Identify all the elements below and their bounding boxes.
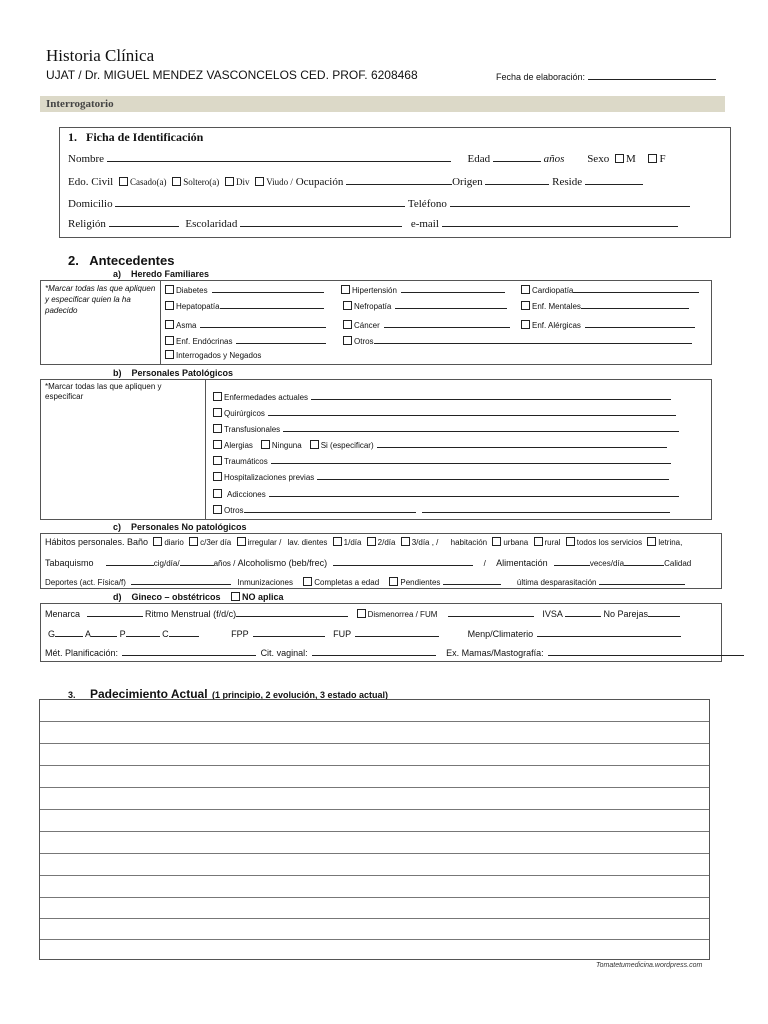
heredo-title: a) Heredo Familiares xyxy=(113,269,210,279)
email-field[interactable] xyxy=(442,217,678,227)
row-edo-civil: Edo. Civil Casado(a) Soltero(a) Div Viudo / Ocupación Origen Reside xyxy=(68,175,643,188)
heredo-item-otros: Otros xyxy=(340,334,692,346)
lav-2-checkbox[interactable] xyxy=(367,537,376,546)
row-religion: Religión Escolaridad e-mail xyxy=(68,217,678,230)
hepatopatia-field[interactable] xyxy=(220,299,324,309)
heredo-item-asma: Asma xyxy=(162,318,326,330)
heredo-item-cancer: Cáncer xyxy=(340,318,510,330)
pat-adicciones: Adicciones xyxy=(210,487,679,499)
padecimiento-line xyxy=(40,853,709,854)
pat-otros-field-b[interactable] xyxy=(422,503,670,513)
heredo-item-nefropatia: Nefropatía xyxy=(340,299,507,311)
origen-field[interactable] xyxy=(485,175,549,185)
interrogatorio-bar: Interrogatorio xyxy=(40,96,725,112)
fum-field[interactable] xyxy=(448,607,534,617)
ninguna-checkbox[interactable] xyxy=(261,440,270,449)
alergias-checkbox[interactable] xyxy=(213,440,222,449)
quirurgicos-field[interactable] xyxy=(268,406,676,416)
traumaticos-checkbox[interactable] xyxy=(213,456,222,465)
heredo-otros-checkbox[interactable] xyxy=(343,336,352,345)
edad-field[interactable] xyxy=(493,152,541,162)
fpp-field[interactable] xyxy=(253,627,325,637)
alimentacion-veces-field[interactable] xyxy=(554,556,590,566)
padecimiento-line xyxy=(40,875,709,876)
pat-alergias: Alergias Ninguna Si (especificar) xyxy=(210,438,667,450)
deportes-field[interactable] xyxy=(131,575,231,585)
heredo-item-enf-alergicas: Enf. Alérgicas xyxy=(518,318,695,330)
diabetes-field[interactable] xyxy=(212,283,324,293)
padecimiento-line xyxy=(40,918,709,919)
enf-alergicas-checkbox[interactable] xyxy=(521,320,530,329)
pat-hospitalizaciones: Hospitalizaciones previas xyxy=(210,470,669,482)
completas-checkbox[interactable] xyxy=(303,577,312,586)
alergias-field[interactable] xyxy=(377,438,667,448)
lav-1-checkbox[interactable] xyxy=(333,537,342,546)
heredo-divider xyxy=(160,280,161,365)
hipertension-field[interactable] xyxy=(401,283,505,293)
pendientes-field[interactable] xyxy=(443,575,501,585)
rural-checkbox[interactable] xyxy=(534,537,543,546)
tabaquismo-cig-field[interactable] xyxy=(106,556,154,566)
hospitalizaciones-checkbox[interactable] xyxy=(213,472,222,481)
gineco-title: d) Gineco – obstétricos xyxy=(113,592,221,602)
nefropatia-checkbox[interactable] xyxy=(343,301,352,310)
padecimiento-line xyxy=(40,743,709,744)
padecimiento-box[interactable] xyxy=(39,699,710,960)
cardiopatia-checkbox[interactable] xyxy=(521,285,530,294)
padecimiento-line xyxy=(40,831,709,832)
antecedentes-heading: 2. Antecedentes xyxy=(68,253,175,268)
urbana-checkbox[interactable] xyxy=(492,537,501,546)
met-field[interactable] xyxy=(122,646,256,656)
domicilio-field[interactable] xyxy=(115,197,405,207)
gineco-row-1: Menarca Ritmo Menstrual (f/d/c) Dismenorrea / FUM IVSA No Parejas xyxy=(45,607,680,619)
heredo-note: *Marcar todas las que apliquen y especificar quien la ha padecido xyxy=(45,284,156,315)
padecimiento-line xyxy=(40,721,709,722)
lav-3-checkbox[interactable] xyxy=(401,537,410,546)
adicciones-checkbox[interactable] xyxy=(213,489,222,498)
doctor-subtitle: UJAT / Dr. MIGUEL MENDEZ VASCONCELOS CED. PROF. 6208468 xyxy=(46,68,418,82)
cancer-checkbox[interactable] xyxy=(343,320,352,329)
telefono-field[interactable] xyxy=(450,197,690,207)
transfusionales-checkbox[interactable] xyxy=(213,424,222,433)
dismenorrea-checkbox[interactable] xyxy=(357,609,366,618)
tabaquismo-anos-field[interactable] xyxy=(180,556,214,566)
padecimiento-line xyxy=(40,765,709,766)
mamas-field[interactable] xyxy=(548,646,744,656)
heredo-item-hepatopatia: Hepatopatía xyxy=(162,299,324,311)
fup-field[interactable] xyxy=(355,627,439,637)
desparasitacion-field[interactable] xyxy=(599,575,685,585)
menarca-field[interactable] xyxy=(87,607,143,617)
a-field[interactable] xyxy=(91,627,117,637)
np-row-deportes: Deportes (act. Física/f) Inmunizaciones Completas a edad Pendientes última desparasitación xyxy=(45,575,685,587)
fecha-elaboracion: Fecha de elaboración: xyxy=(496,70,716,82)
div-checkbox[interactable] xyxy=(225,177,234,186)
bano-irregular-checkbox[interactable] xyxy=(237,537,246,546)
pat-otros-checkbox[interactable] xyxy=(213,505,222,514)
padecimiento-line xyxy=(40,809,709,810)
pat-enfermedades: Enfermedades actuales xyxy=(210,390,671,402)
adicciones-field[interactable] xyxy=(269,487,679,497)
pat-quirurgicos: Quirúrgicos xyxy=(210,406,676,418)
enf-alergicas-field[interactable] xyxy=(585,318,695,328)
ocupacion-field[interactable] xyxy=(346,175,452,185)
menp-field[interactable] xyxy=(537,627,681,637)
patologicos-title: b) Personales Patológicos xyxy=(113,368,234,378)
traumaticos-field[interactable] xyxy=(271,454,671,464)
form-title: Historia Clínica xyxy=(46,46,155,65)
viudo-checkbox[interactable] xyxy=(255,177,264,186)
np-row-tabaquismo: Tabaquismo cig/día/ años / Alcoholismo (beb/frec) / Alimentación veces/día Calidad xyxy=(45,558,692,568)
negados-checkbox[interactable] xyxy=(165,350,174,359)
no-aplica-label: NO aplica xyxy=(242,592,284,602)
enf-mentales-checkbox[interactable] xyxy=(521,301,530,310)
escolaridad-field[interactable] xyxy=(240,217,402,227)
no-aplica-checkbox[interactable] xyxy=(231,592,240,601)
enf-endocrinas-field[interactable] xyxy=(236,334,326,344)
hipertension-checkbox[interactable] xyxy=(341,285,350,294)
nefropatia-field[interactable] xyxy=(395,299,507,309)
religion-field[interactable] xyxy=(109,217,179,227)
enfermedades-checkbox[interactable] xyxy=(213,392,222,401)
ritmo-field[interactable] xyxy=(236,607,348,617)
sexo-f-checkbox[interactable] xyxy=(648,154,657,163)
enf-endocrinas-checkbox[interactable] xyxy=(165,336,174,345)
row-nombre: Nombre Edad años Sexo M F xyxy=(68,153,666,165)
footer-credit: Tomatetumedicina.wordpress.com xyxy=(596,962,703,969)
hepatopatia-checkbox[interactable] xyxy=(165,301,174,310)
patologicos-note: *Marcar todas las que apliquen y especificar xyxy=(45,382,162,401)
letrina-checkbox[interactable] xyxy=(647,537,656,546)
asma-field[interactable] xyxy=(200,318,326,328)
cit-field[interactable] xyxy=(312,646,436,656)
patologicos-divider xyxy=(205,379,206,520)
heredo-item-enf-endocrinas: Enf. Endócrinas xyxy=(162,334,326,346)
enf-mentales-field[interactable] xyxy=(581,299,689,309)
pat-otros: Otros xyxy=(210,503,670,515)
pat-otros-field-a[interactable] xyxy=(244,503,416,513)
row-domicilio: Domicilio Teléfono xyxy=(68,197,690,210)
p-field[interactable] xyxy=(126,627,160,637)
bano-c3er-checkbox[interactable] xyxy=(189,537,198,546)
no-patologicos-title: c) Personales No patológicos xyxy=(113,522,247,532)
sexo-m-checkbox[interactable] xyxy=(615,154,624,163)
asma-checkbox[interactable] xyxy=(165,320,174,329)
noparejas-field[interactable] xyxy=(648,607,680,617)
gineco-row-2: G A P C FPP FUP Menp/Climaterio xyxy=(48,627,681,639)
alcoholismo-field[interactable] xyxy=(333,556,473,566)
si-checkbox[interactable] xyxy=(310,440,319,449)
gineco-title-row xyxy=(113,592,284,602)
heredo-item-diabetes: Diabetes xyxy=(162,283,324,295)
fecha-field[interactable] xyxy=(588,70,716,80)
enfermedades-field[interactable] xyxy=(311,390,671,400)
quirurgicos-checkbox[interactable] xyxy=(213,408,222,417)
heredo-item-negados: Interrogados y Negados xyxy=(162,350,261,360)
g-field[interactable] xyxy=(55,627,83,637)
cardiopatia-field[interactable] xyxy=(573,283,699,293)
diabetes-checkbox[interactable] xyxy=(165,285,174,294)
bano-diario-checkbox[interactable] xyxy=(153,537,162,546)
soltero-checkbox[interactable] xyxy=(172,177,181,186)
padecimiento-line xyxy=(40,787,709,788)
pendientes-checkbox[interactable] xyxy=(389,577,398,586)
cancer-field[interactable] xyxy=(384,318,510,328)
padecimiento-line xyxy=(40,897,709,898)
heredo-otros-field[interactable] xyxy=(374,334,692,344)
todos-servicios-checkbox[interactable] xyxy=(566,537,575,546)
heredo-item-hipertension: Hipertensión xyxy=(338,283,505,295)
heredo-item-cardiopatia: Cardiopatía xyxy=(518,283,699,295)
transfusionales-field[interactable] xyxy=(283,422,679,432)
np-row-habitos: Hábitos personales. Baño diario c/3er día irregular / lav. dientes 1/día 2/día 3/día , / habitación urbana rural todos los servicios letrina, xyxy=(45,537,683,547)
alimentacion-calidad-field[interactable] xyxy=(624,556,664,566)
pat-traumaticos: Traumáticos xyxy=(210,454,671,466)
pat-transfusionales: Transfusionales xyxy=(210,422,679,434)
ivsa-field[interactable] xyxy=(565,607,601,617)
reside-field[interactable] xyxy=(585,175,643,185)
heredo-item-enf-mentales: Enf. Mentales xyxy=(518,299,689,311)
casado-checkbox[interactable] xyxy=(119,177,128,186)
nombre-field[interactable] xyxy=(107,152,451,162)
padecimiento-heading: 3. Padecimiento Actual (1 principio, 2 evolución, 3 estado actual) xyxy=(68,687,389,701)
gineco-row-3: Mét. Planificación: Cit. vaginal: Ex. Mamas/Mastografía: xyxy=(45,646,744,658)
padecimiento-line xyxy=(40,939,709,940)
hospitalizaciones-field[interactable] xyxy=(317,470,669,480)
ficha-heading: 1. Ficha de Identificación xyxy=(68,130,204,144)
c-field[interactable] xyxy=(169,627,199,637)
